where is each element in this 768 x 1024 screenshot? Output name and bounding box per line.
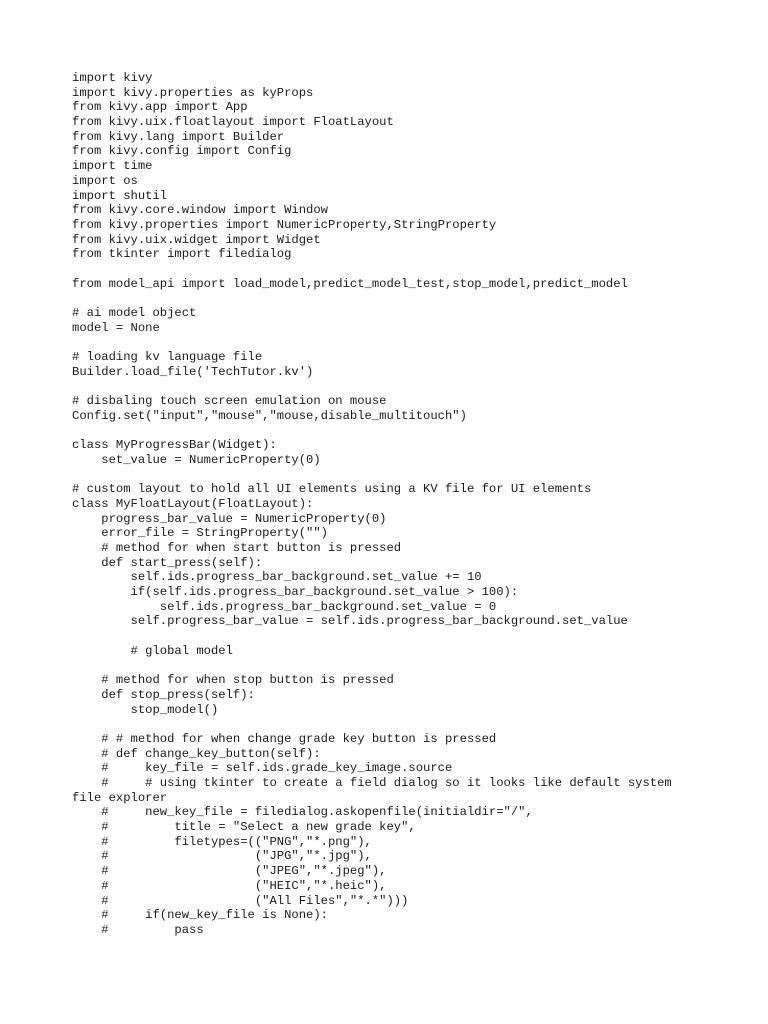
code-line: self.ids.progress_bar_background.set_value = 0 xyxy=(72,599,497,614)
code-line: from tkinter import filedialog xyxy=(72,247,292,262)
code-line: # # using tkinter to create a field dialog so it looks like default system xyxy=(72,776,672,790)
code-line: from kivy.core.window import Window xyxy=(72,203,328,218)
code-line: if(self.ids.progress_bar_background.set_value > 100): xyxy=(72,585,519,600)
code-line: # title = "Select a new grade key", xyxy=(72,820,416,835)
code-line xyxy=(72,659,732,674)
code-listing xyxy=(72,71,732,938)
code-line: # loading kv language file xyxy=(72,350,263,365)
code-line: def stop_press(self): xyxy=(72,687,255,702)
code-line: from kivy.app import App xyxy=(72,100,248,115)
code-line: # ("All Files","*.*"))) xyxy=(72,893,409,908)
code-line: from kivy.uix.widget import Widget xyxy=(72,232,321,247)
code-line: # custom layout to hold all UI elements using a KV file for UI elements xyxy=(72,482,592,497)
code-line: # ("JPEG","*.jpeg"), xyxy=(72,864,387,879)
code-line: # ("JPG","*.jpg"), xyxy=(72,849,372,864)
code-line: # # method for when change grade key button is pressed xyxy=(72,731,497,746)
code-line: def start_press(self): xyxy=(72,555,263,570)
code-line: from kivy.properties import NumericProperty,StringProperty xyxy=(72,217,497,232)
code-line: class MyProgressBar(Widget): xyxy=(72,438,277,453)
code-line: error_file = StringProperty("") xyxy=(72,526,328,541)
code-line: import shutil xyxy=(72,188,168,203)
code-line: Config.set("input","mouse","mouse,disable_multitouch") xyxy=(72,408,467,423)
code-line: # method for when start button is pressed xyxy=(72,541,402,555)
code-line xyxy=(72,335,732,350)
code-line: from model_api import load_model,predict_model_test,stop_model,predict_model xyxy=(72,276,628,291)
code-line: # filetypes=(("PNG","*.png"), xyxy=(72,834,372,849)
code-line: import os xyxy=(72,173,138,188)
code-line: # method for when stop button is pressed xyxy=(72,673,394,688)
code-line: # global model xyxy=(72,643,233,658)
code-line xyxy=(72,717,732,732)
code-line: class MyFloatLayout(FloatLayout): xyxy=(72,496,314,511)
code-line: model = None xyxy=(72,320,160,335)
code-line: # if(new_key_file is None): xyxy=(72,908,328,923)
code-line: progress_bar_value = NumericProperty(0) xyxy=(72,511,387,526)
code-line xyxy=(72,291,732,306)
code-line xyxy=(72,262,732,277)
code-line: import time xyxy=(72,159,153,174)
code-line: from kivy.lang import Builder xyxy=(72,129,285,144)
code-line xyxy=(72,629,732,644)
code-line xyxy=(72,424,732,439)
code-line: self.ids.progress_bar_background.set_value += 10 xyxy=(72,570,482,585)
code-line: import kivy.properties as kyProps xyxy=(72,85,314,100)
code-line: # ("HEIC","*.heic"), xyxy=(72,878,387,893)
code-line: set_value = NumericProperty(0) xyxy=(72,452,321,467)
code-line: # key_file = self.ids.grade_key_image.source xyxy=(72,761,453,776)
code-line: import kivy xyxy=(72,71,153,85)
code-line: # def change_key_button(self): xyxy=(72,746,321,761)
code-line xyxy=(72,379,732,394)
code-line: stop_model() xyxy=(72,702,219,717)
code-line: self.progress_bar_value = self.ids.progress_bar_background.set_value xyxy=(72,614,628,629)
code-line xyxy=(72,468,732,483)
code-line: # new_key_file = filedialog.askopenfile(initialdir="/", xyxy=(72,805,533,820)
code-line: Builder.load_file('TechTutor.kv') xyxy=(72,364,314,379)
code-line: from kivy.uix.floatlayout import FloatLayout xyxy=(72,115,394,130)
code-line: from kivy.config import Config xyxy=(72,144,292,159)
code-line: # ai model object xyxy=(72,306,197,320)
code-line: # disbaling touch screen emulation on mouse xyxy=(72,394,387,409)
code-line: # pass xyxy=(72,922,204,937)
code-line: file explorer xyxy=(72,790,168,805)
